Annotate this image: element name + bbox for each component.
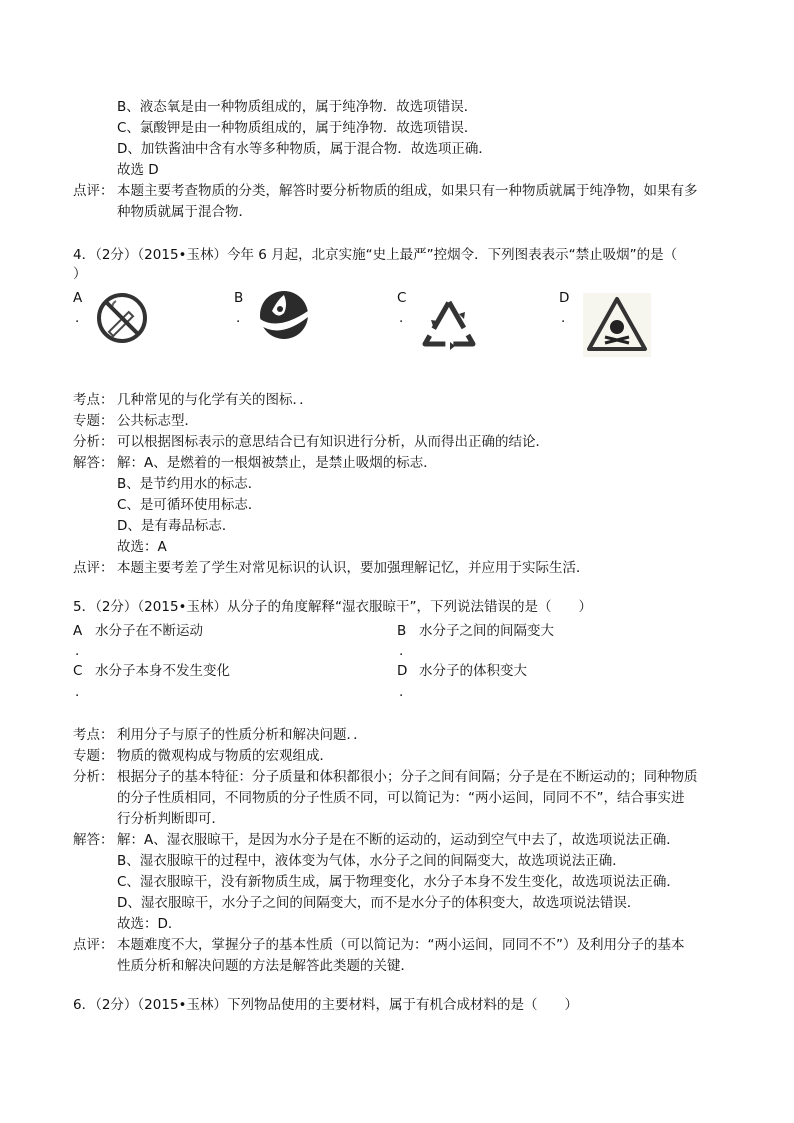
option-dot: . — [399, 643, 404, 659]
kaodian-label: 考点： — [73, 727, 114, 743]
jieda-line: 故选：D． — [117, 916, 182, 932]
fenxi-label: 分析： — [73, 434, 114, 450]
kaodian-label: 考点： — [73, 392, 114, 408]
poison-icon[interactable] — [583, 293, 651, 357]
option-b-label: B — [234, 290, 244, 306]
kaodian-text: 几种常见的与化学有关的图标．． — [117, 392, 313, 408]
jieda-line: 故选：A — [117, 539, 167, 555]
jieda-line: 解：A、是燃着的一根烟被禁止，是禁止吸烟的标志． — [117, 455, 437, 471]
comment-label: 点评： — [73, 183, 114, 199]
option-a-text[interactable]: 水分子在不断运动 — [95, 623, 203, 639]
jieda-line: C、是可循环使用标志． — [117, 497, 262, 513]
option-b-label: B — [397, 623, 407, 639]
jieda-label: 解答： — [73, 455, 114, 471]
jieda-line: 解：A、湿衣服晾干，是因为水分子是在不断的运动的，运动到空气中去了，故选项说法正确． — [117, 832, 680, 848]
option-d-label: D — [397, 663, 408, 679]
option-c-label: C — [397, 290, 407, 306]
option-dot: . — [561, 310, 566, 326]
option-dot: . — [75, 684, 80, 700]
jieda-line: B、是节约用水的标志． — [117, 476, 262, 492]
option-c-text[interactable]: 水分子本身不发生变化 — [95, 663, 230, 679]
question-4-stem-end: ） — [73, 266, 87, 282]
fenxi-text: 可以根据图标表示的意思结合已有知识进行分析，从而得出正确的结论． — [117, 434, 549, 450]
dianping-line: 性质分析和解决问题的方法是解答此类题的关键． — [117, 958, 414, 974]
fenxi-label: 分析： — [73, 769, 114, 785]
answer-line: B、液态氧是由一种物质组成的，属于纯净物．故选项错误． — [117, 99, 478, 115]
recycle-icon[interactable] — [419, 296, 479, 356]
comment-text: 本题主要考查物质的分类，解答时要分析物质的组成，如果只有一种物质就属于纯净物，如果有多 — [117, 183, 698, 199]
option-d-label: D — [559, 290, 570, 306]
question-6-stem: 6．（2分）（2015•玉林）下列物品使用的主要材料，属于有机合成材料的是（ ） — [73, 997, 578, 1013]
zhuanti-label: 专题： — [73, 748, 114, 764]
question-5-stem: 5．（2分）（2015•玉林）从分子的角度解释“湿衣服晾干”，下列说法错误的是（ ） — [73, 599, 592, 615]
option-dot: . — [399, 310, 404, 326]
option-dot: . — [75, 643, 80, 659]
no-smoking-icon[interactable] — [95, 291, 149, 345]
dianping-line: 本题难度不大，掌握分子的基本性质（可以简记为：“两小运间，同同不不”）及利用分子的基本 — [117, 937, 685, 953]
fenxi-line: 根据分子的基本特征：分子质量和体积都很小；分子之间有间隔；分子是在不断运动的；同种物质 — [117, 769, 698, 785]
jieda-label: 解答： — [73, 832, 114, 848]
water-saving-icon[interactable] — [258, 289, 310, 341]
fenxi-line: 的分子性质相同，不同物质的分子性质不同，可以简记为：“两小运间，同同不不”，结合事实进 — [117, 790, 685, 806]
dianping-text: 本题主要考差了学生对常见标识的认识，要加强理解记忆，并应用于实际生活． — [117, 560, 590, 576]
option-dot: . — [399, 684, 404, 700]
option-b-text[interactable]: 水分子之间的间隔变大 — [419, 623, 554, 639]
answer-line: 故选 D — [117, 162, 159, 178]
answer-line: C、氯酸钾是由一种物质组成的，属于纯净物．故选项错误． — [117, 120, 478, 136]
option-d-text[interactable]: 水分子的体积变大 — [419, 663, 527, 679]
fenxi-line: 行分析判断即可． — [117, 811, 225, 827]
zhuanti-label: 专题： — [73, 413, 114, 429]
kaodian-text: 利用分子与原子的性质分析和解决问题．． — [117, 727, 367, 743]
answer-line: D、加铁酱油中含有水等多种物质，属于混合物．故选项正确． — [117, 141, 492, 157]
zhuanti-text: 公共标志型． — [117, 413, 198, 429]
jieda-line: C、湿衣服晾干，没有新物质生成，属于物理变化，水分子本身不发生变化，故选项说法正确． — [117, 874, 680, 890]
option-dot: . — [75, 310, 80, 326]
dianping-label: 点评： — [73, 560, 114, 576]
question-4-stem: 4．（2分）（2015•玉林）今年 6 月起，北京实施“史上最严”控烟令．下列图表表示“禁止吸烟”的是（ — [73, 247, 678, 263]
dianping-label: 点评： — [73, 937, 114, 953]
jieda-line: D、湿衣服晾干，水分子之间的间隔变大，而不是水分子的体积变大，故选项说法错误． — [117, 895, 641, 911]
jieda-line: B、湿衣服晾干的过程中，液体变为气体，水分子之间的间隔变大，故选项说法正确． — [117, 853, 626, 869]
option-c-label: C — [73, 663, 83, 679]
option-a-label: A — [73, 623, 83, 639]
option-dot: . — [236, 310, 241, 326]
zhuanti-text: 物质的微观构成与物质的宏观组成． — [117, 748, 333, 764]
jieda-line: D、是有毒品标志． — [117, 518, 236, 534]
comment-text: 种物质就属于混合物． — [117, 204, 252, 220]
option-a-label: A — [73, 290, 83, 306]
